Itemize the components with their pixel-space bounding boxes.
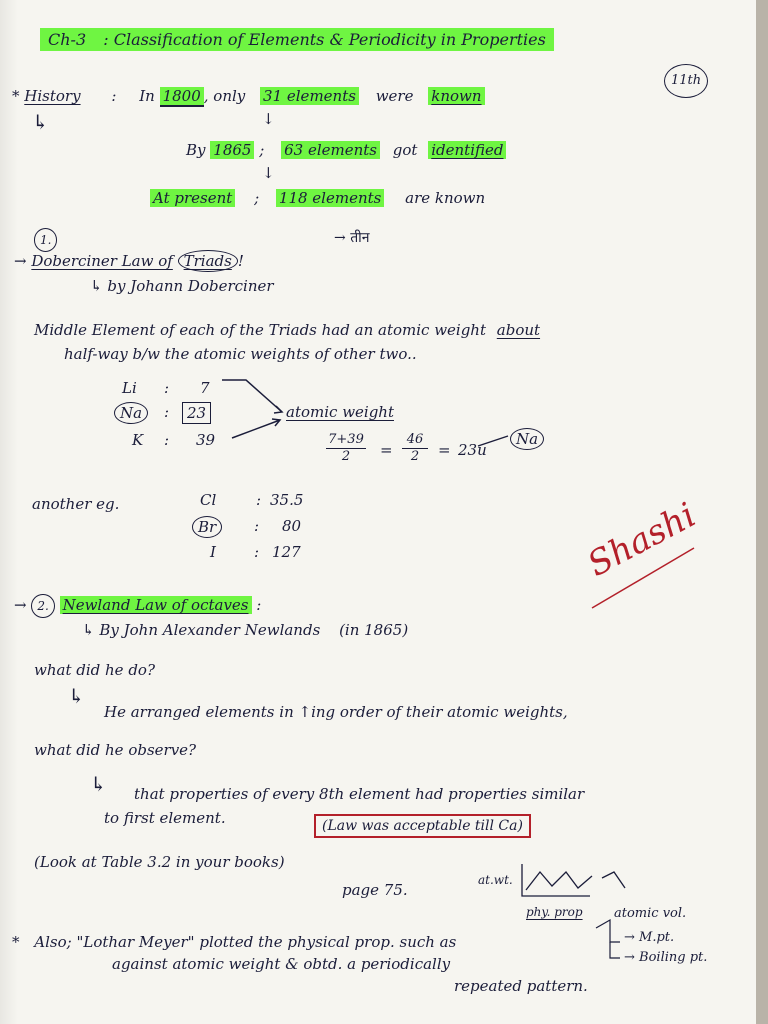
prop-atomic-vol: atomic vol. <box>614 906 687 921</box>
history-line-2: By 1865 ; 63 elements got identified <box>186 140 506 160</box>
down-arrow-1: ↓ <box>262 110 275 128</box>
eg-row-i: I : 127 <box>210 543 301 561</box>
dobereiner-by: ↳ by Johann Doberciner <box>90 277 274 295</box>
prop-boiling-pt: → Boiling pt. <box>624 950 708 965</box>
count-31: 31 elements <box>260 87 359 105</box>
another-eg: another eg. <box>32 495 120 513</box>
answer-arrow-1: ↳ <box>68 684 85 708</box>
graph-x-label: phy. prop <box>526 905 583 919</box>
calc-result-symbol: Na <box>510 428 544 450</box>
eg-row-cl: Cl : 35.5 <box>200 491 304 509</box>
hindi-note: → तीन <box>334 230 370 246</box>
calc-equals-2: = <box>438 441 451 459</box>
triad-statement-1: Middle Element of each of the Triads had an atomic weight about <box>34 321 541 339</box>
count-63: 63 elements <box>281 141 380 159</box>
calc-result: 23u <box>458 441 487 459</box>
history-line-3: At present ; 118 elements are known <box>150 188 485 208</box>
signature: Shashi <box>581 495 703 585</box>
down-arrow-2: ↓ <box>262 164 275 182</box>
boxed-note: (Law was acceptable till Ca) <box>314 814 531 838</box>
meyer-line-2: against atomic weight & obtd. a periodically <box>112 955 451 973</box>
answer-arrow-2: ↳ <box>90 772 107 796</box>
triad-row-li: Li : 7 <box>122 379 210 397</box>
history-label: History <box>24 87 81 105</box>
chapter-label: Ch-3 <box>48 30 87 49</box>
branch-arrow: ↳ <box>32 110 49 134</box>
grade-badge: 11th <box>664 64 708 98</box>
newland-by: ↳ By John Alexander Newlands (in 1865) <box>82 621 409 639</box>
section-2-heading: → 2. Newland Law of octaves : <box>14 594 261 618</box>
meyer-line-1: * Also; "Lothar Meyer" plotted the physical prop. such as <box>12 933 457 951</box>
triads-word: Triads <box>178 250 238 272</box>
title-text: : Classification of Elements & Periodicity in Properties <box>103 30 546 49</box>
known-word: known <box>428 87 484 105</box>
year-1865: 1865 <box>210 141 254 159</box>
triad-row-na: Na : 23 <box>114 402 148 424</box>
prop-mpt: → M.pt. <box>624 930 675 945</box>
history-line-1: * History : In 1800 , only 31 elements were known <box>12 86 485 106</box>
section-1-number: 1. <box>34 228 57 252</box>
question-1: what did he do? <box>34 661 155 679</box>
meyer-line-3: repeated pattern. <box>454 977 588 995</box>
atomic-weight-label: atomic weight <box>286 403 394 421</box>
page-reference: page 75. <box>342 881 408 899</box>
answer-1: He arranged elements in ↑ing order of their atomic weights, <box>104 703 568 721</box>
triad-row-k: K : 39 <box>132 431 216 449</box>
calc-equals-1: = <box>380 441 393 459</box>
year-1800: 1800 <box>160 87 204 107</box>
at-present: At present <box>150 189 235 207</box>
calc-fraction-1: 7+39 2 <box>326 432 366 465</box>
graph-y-label: at.wt. <box>478 873 513 887</box>
eg-row-br: Br : 80 <box>192 516 222 538</box>
question-2: what did he observe? <box>34 741 197 759</box>
triad-statement-2: half-way b/w the atomic weights of other two.. <box>64 345 417 363</box>
calc-fraction-2: 46 2 <box>402 432 428 465</box>
section-1-heading: → Doberciner Law of Triads ! <box>14 252 244 270</box>
answer-2-line-2: to first element. <box>104 809 226 827</box>
table-reference: (Look at Table 3.2 in your books) <box>34 853 285 871</box>
answer-2-line-1: that properties of every 8th element had properties similar <box>134 785 585 803</box>
count-118: 118 elements <box>276 189 384 207</box>
